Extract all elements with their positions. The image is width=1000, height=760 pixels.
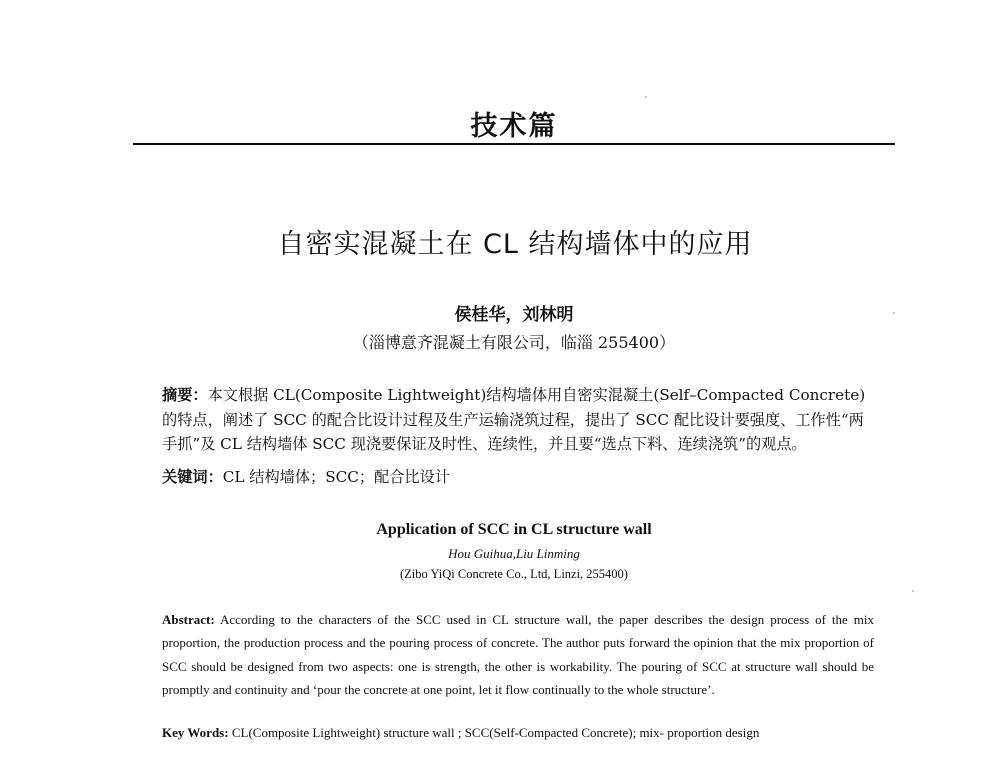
english-authors: Hou Guihua,Liu Linming bbox=[448, 546, 580, 561]
english-affiliation: (Zibo YiQi Concrete Co., Ltd, Linzi, 255400) bbox=[400, 567, 628, 581]
chinese-abstract-label: 摘要： bbox=[162, 386, 208, 404]
chinese-abstract-text: 本文根据 CL(Composite Lightweight)结构墙体用自密实混凝土(Self–Compacted Concrete)的特点，阐述了 SCC 的配合比设计过程及生产运输浇筑过程，提出了 SCC 配比设计要强度、工作性“两手抓”及 CL 结构墙体 SCC 现浇要保证及时性、连续性，并且要“选点下料、连续浇筑”的观点。 bbox=[162, 386, 866, 453]
english-keywords-text: CL(Composite Lightweight) structure wall ; SCC(Self-Compacted Concrete); mix- proportion design bbox=[228, 725, 760, 740]
chinese-authors: 侯桂华，刘林明 bbox=[454, 305, 574, 325]
chinese-title: 自密实混凝土在 CL 结构墙体中的应用 bbox=[277, 229, 753, 260]
english-abstract-label: Abstract: bbox=[162, 612, 215, 627]
english-keywords bbox=[162, 722, 874, 744]
chinese-affiliation: （淄博意齐混凝土有限公司，临淄 255400） bbox=[352, 333, 676, 352]
english-abstract-text: According to the characters of the SCC used in CL structure wall, the paper describes the design process of the mix proportion, the production process and the pouring process of concrete. The author puts forward the opinion that the mix proportion of SCC should be designed from two aspects: one is strength, the other is workability. The pouring of SCC at structure wall should be promptly and continuity and ‘pour the concrete at one point, let it flow continually to the whole structure’. bbox=[162, 612, 874, 698]
scan-speck bbox=[912, 590, 914, 592]
english-abstract bbox=[162, 608, 874, 702]
english-title: Application of SCC in CL structure wall bbox=[376, 521, 652, 538]
scan-speck bbox=[893, 312, 895, 314]
header-rule bbox=[133, 143, 895, 145]
chinese-keywords-label: 关键词： bbox=[162, 468, 223, 486]
chinese-keywords-text: CL 结构墙体；SCC；配合比设计 bbox=[222, 468, 450, 486]
scan-speck bbox=[645, 96, 647, 98]
section-title: 技术篇 bbox=[470, 111, 558, 142]
chinese-keywords bbox=[162, 465, 874, 489]
english-keywords-label: Key Words: bbox=[162, 725, 229, 740]
chinese-abstract bbox=[162, 383, 874, 457]
